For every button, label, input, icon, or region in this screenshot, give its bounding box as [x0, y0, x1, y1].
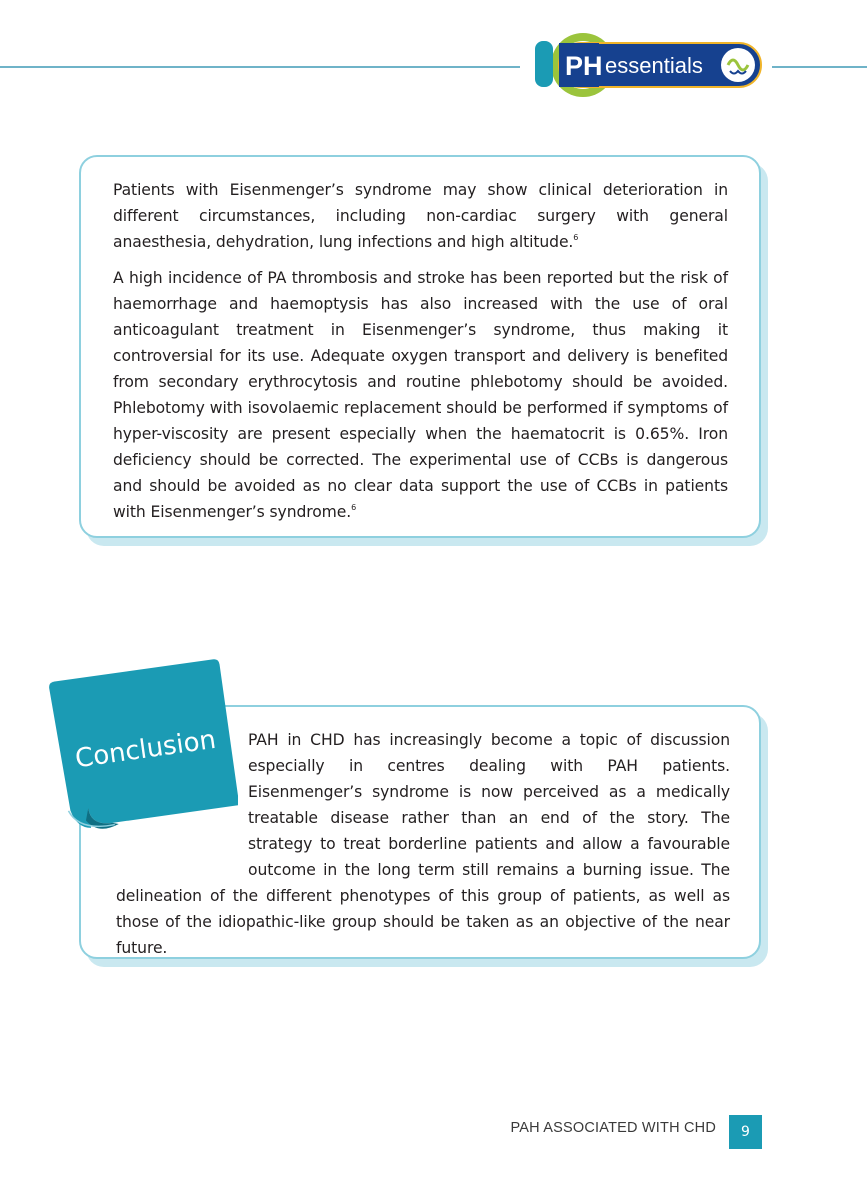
page-number: 9: [729, 1115, 762, 1149]
conclusion-text: PAH in CHD has increasingly become a topic of discussion especially in centres dealing with PAH patients. Eisenmenger’s syndrome is now perceived as a medically treatable disease rather than an end of the story. The strategy to treat borderline patients and allow a favourable outcome in the long term still remains a burning issue. The delineation of the different phenotypes of this group of patients, as well as those of the idiopathic-like group should be taken as an objective of the near future.: [116, 731, 730, 957]
info-box-eisenmenger: [79, 155, 761, 538]
paragraph-deterioration: Patients with Eisenmenger’s syndrome may show clinical deterioration in different circumstances, including non-cardiac surgery with general anaesthesia, dehydration, lung infections and high altitude.$^6$: [113, 181, 728, 251]
ph-essentials-logo: [525, 27, 770, 107]
logo-word-text: essentials: [605, 53, 703, 78]
paragraph-thrombosis: A high incidence of PA thrombosis and stroke has been reported but the risk of haemorrhage and haemoptysis has also increased with the use of oral anticoagulant treatment in Eisenmenger’s syndrome, thus making it controversial for its use. Adequate oxygen transport and delivery is benefited from secondary erythrocytosis and routine phlebotomy should be avoided. Phlebotomy with isovolaemic replacement should be performed if symptoms of hyper-viscosity are present especially when the haematocrit is 0.65%. Iron deficiency should be corrected. The experimental use of CCBs is dangerous and should be avoided as no clear data support the use of CCBs in patients with Eisenmenger’s syndrome.$^6$: [113, 269, 728, 521]
footer-section-title: PAH ASSOCIATED WITH CHD: [510, 1120, 716, 1136]
logo-ph-text: PH: [565, 51, 603, 81]
header-rule-left: [0, 66, 520, 68]
conclusion-label: Conclusion: [73, 724, 218, 775]
reference-superscript: 6: [573, 233, 579, 242]
conclusion-tag: [46, 650, 238, 840]
header-rule-right: [772, 66, 867, 68]
reference-superscript: 6: [351, 503, 357, 512]
